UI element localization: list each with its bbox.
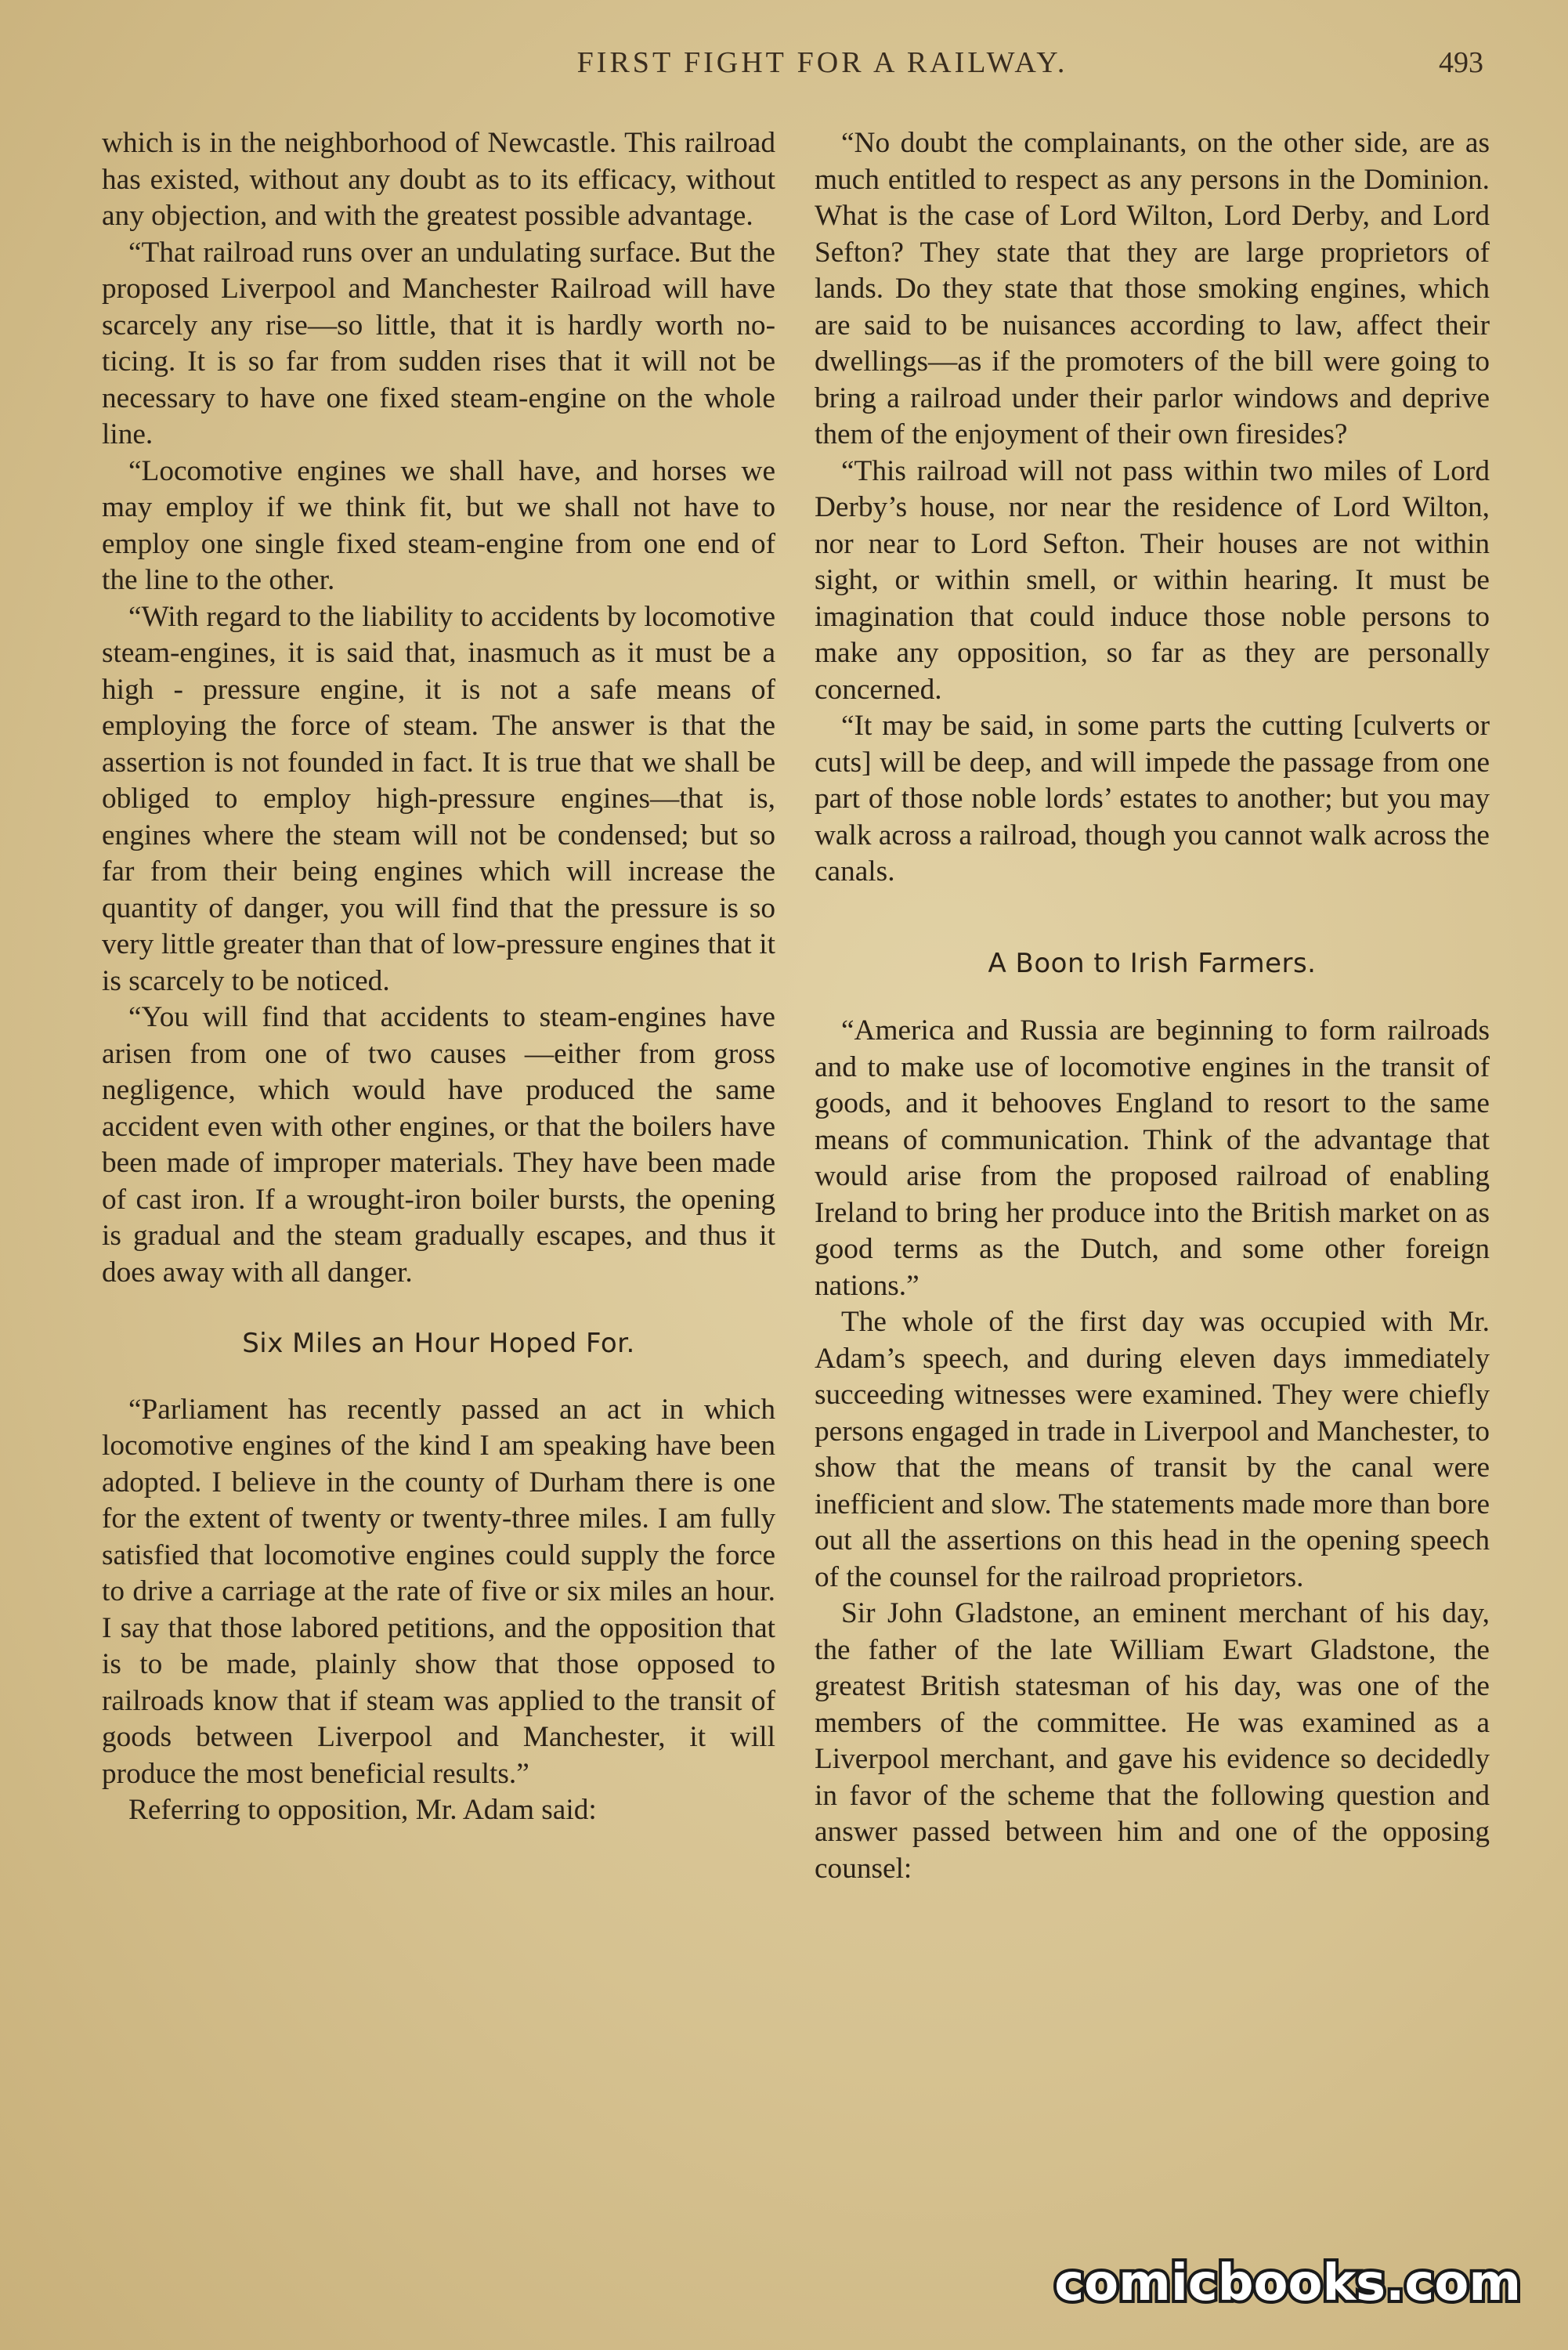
paragraph: which is in the neighborhood of Newcastle. This railroad has existed, without any doubt as to its efficacy, without any objection, and with the greatest possible advantage. (102, 127, 775, 232)
paragraph: “Locomotive engines we shall have, and horses we may employ if we think fit, but we shall not have to employ one single fixed steam-engine from one end of the line to the other. (102, 454, 775, 596)
paragraph: “No doubt the complainants, on the other side, are as much entitled to respect as any persons in the Dominion. What is the case of Lord Wilton, Lord Derby, and Lord Sefton? They state that they are large proprietors of lands. Do they state that those smoking engines, which are said to be nuisances according to law, affect their dwellings—as if the promoters of the bill were going to bring a railroad under their parlor windows and deprive them of the enjoyment of their own firesides? (815, 127, 1490, 450)
watermark-text: comicbooks.com (1054, 2254, 1521, 2312)
running-title: FIRST FIGHT FOR A RAILWAY. (576, 46, 1068, 79)
paragraph: “This railroad will not pass within two miles of Lord Derby’s house, nor near the residence of Lord Wilton, nor near to Lord Sefton. Their houses are not within sight, or within smell, or within hearing. It must be imagination that could induce those noble persons to make any opposition, so far as they are personally concerned. (815, 454, 1490, 706)
section-heading: Six Miles an Hour Hoped For. (242, 1328, 635, 1359)
right-column (815, 125, 1490, 1887)
section-heading: A Boon to Irish Farmers. (988, 947, 1317, 979)
paragraph: “Parliament has recently passed an act in which locomotive engines of the kind I am speaking have been adopted. I believe in the county of Durham there is one for the extent of twenty or twenty-three miles. I am fully satisfied that locomotive engines could supply the force to drive a carriage at the rate of five or six miles an hour. I say that those labored petitions, and the opposition that is to be made, plainly show that those opposed to railroads know that if steam was applied to the transit of goods between Liverpool and Manchester, it will produce the most beneficial results.” (102, 1393, 775, 1790)
left-column (102, 125, 775, 1829)
paragraph: Referring to opposition, Mr. Adam said: (128, 1794, 597, 1826)
paragraph: Sir John Gladstone, an eminent merchant of his day, the father of the late William Ewart Gladstone, the greatest British statesman of his day, was one of the members of the committee. He was examined as a Liverpool merchant, and gave his evidence so decidedly in favor of the scheme that the following question and answer passed between him and one of the opposing counsel: (815, 1597, 1490, 1885)
page-number: 493 (1439, 46, 1483, 79)
paragraph: The whole of the first day was occupied with Mr. Adam’s speech, and during eleven days immediately succeeding witnesses were examined. They were chiefly persons engaged in trade in Liverpool and Manchester, to show that the means of transit by the canal were inefficient and slow. The statements made more than bore out all the assertions on this head in the opening speech of the counsel for the railroad proprietors. (815, 1306, 1490, 1593)
paragraph: “With regard to the liability to accidents by locomotive steam-engines, it is said that, inasmuch as it must be a high - pressure engine, it is not a safe means of employing the force of steam. The answer is that the assertion is not founded in fact. It is true that we shall be obliged to employ high-pressure engines—that is, engines where the steam will not be condensed; but so far from their being engines which will increase the quantity of danger, you will find that the pressure is so very little greater than that of low-pressure engines that it is scarcely to be noticed. (102, 600, 775, 997)
paragraph: “America and Russia are beginning to form railroads and to make use of locomotive engines in the transit of goods, and it behooves England to resort to the same means of communication. Think of the advantage that would arise from the proposed railroad of enabling Ireland to bring her produce into the British market on as good terms as the Dutch, and some other foreign nations.” (815, 1014, 1490, 1302)
paragraph: “You will find that accidents to steam-engines have arisen from one of two causes —either from gross negligence, which would have produced the same accident even with other engines, or that the boilers have been made of improper materials. They have been made of cast iron. If a wrought-iron boiler bursts, the opening is gradual and the steam gradually escapes, and thus it does away with all danger. (102, 1001, 775, 1289)
paragraph: “It may be said, in some parts the cutting [culverts or cuts] will be deep, and will impede the passage from one part of those noble lords’ estates to another; but you may walk across a railroad, though you cannot walk across the canals. (815, 710, 1490, 888)
paragraph: “That railroad runs over an undulating surface. But the proposed Liverpool and Manchester Railroad will have scarcely any rise—so little, that it is hardly worth noticing. It is so far from sudden rises that it will not be necessary to have one fixed steam-engine on the whole line. (102, 236, 775, 450)
site-watermark (1054, 2243, 1537, 2322)
